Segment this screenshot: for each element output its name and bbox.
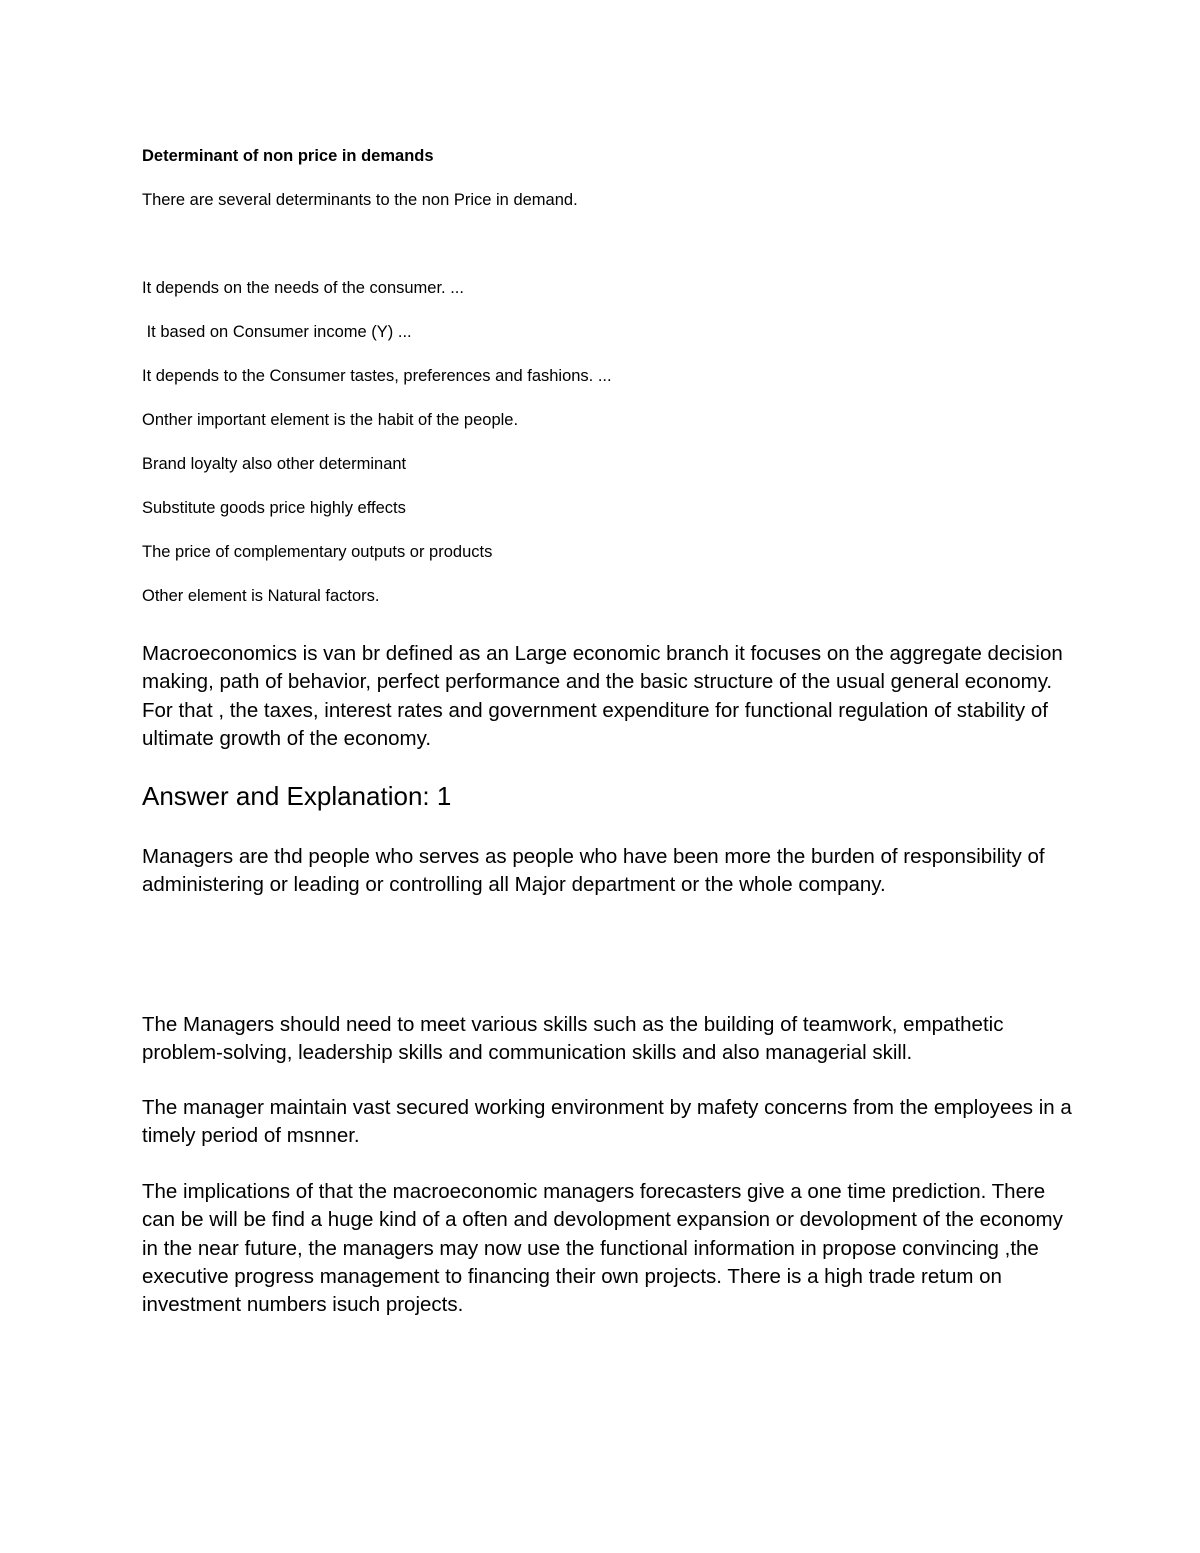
document-title: Determinant of non price in demands bbox=[142, 147, 434, 165]
determinant-item: Other element is Natural factors. bbox=[142, 587, 380, 605]
determinant-item: Substitute goods price highly effects bbox=[142, 499, 406, 517]
determinant-item: It depends to the Consumer tastes, preferences and fashions. ... bbox=[142, 367, 612, 385]
intro-text: There are several determinants to the non Price in demand. bbox=[142, 191, 578, 209]
skills-paragraph: The Managers should need to meet various skills such as the building of teamwork, empathetic problem-solving, leadership skills and communication skills and also managerial skill. bbox=[142, 1013, 1004, 1065]
managers-paragraph: Managers are thd people who serves as people who have been more the burden of responsibility of administering or leading or controlling all Major department or the whole company. bbox=[142, 845, 1045, 897]
answer-heading: Answer and Explanation: 1 bbox=[142, 781, 452, 811]
safety-paragraph: The manager maintain vast secured working environment by mafety concerns from the employees in a timely period of msnner. bbox=[142, 1096, 1072, 1148]
determinant-item: It depends on the needs of the consumer. ... bbox=[142, 279, 464, 297]
macroeconomics-paragraph: Macroeconomics is van br defined as an Large economic branch it focuses on the aggregate decision making, path of behavior, perfect performance and the basic structure of the usual general economy. For that , the taxes, interest rates and government expenditure for functional regulation of stability of ultimate growth of the economy. bbox=[142, 642, 1063, 750]
determinant-item: Brand loyalty also other determinant bbox=[142, 455, 407, 473]
determinant-item: The price of complementary outputs or products bbox=[142, 543, 493, 561]
implications-paragraph: The implications of that the macroeconomic managers forecasters give a one time prediction. There can be will be find a huge kind of a often and devolopment expansion or devolopment of the economy in the near future, the managers may now use the functional information in propose convincing ,the executive progress management to financing their own projects. There is a high trade retum on investment numbers isuch projects. bbox=[142, 1180, 1063, 1317]
determinant-item: It based on Consumer income (Y) ... bbox=[142, 323, 412, 341]
determinant-item: Onther important element is the habit of the people. bbox=[142, 411, 519, 429]
